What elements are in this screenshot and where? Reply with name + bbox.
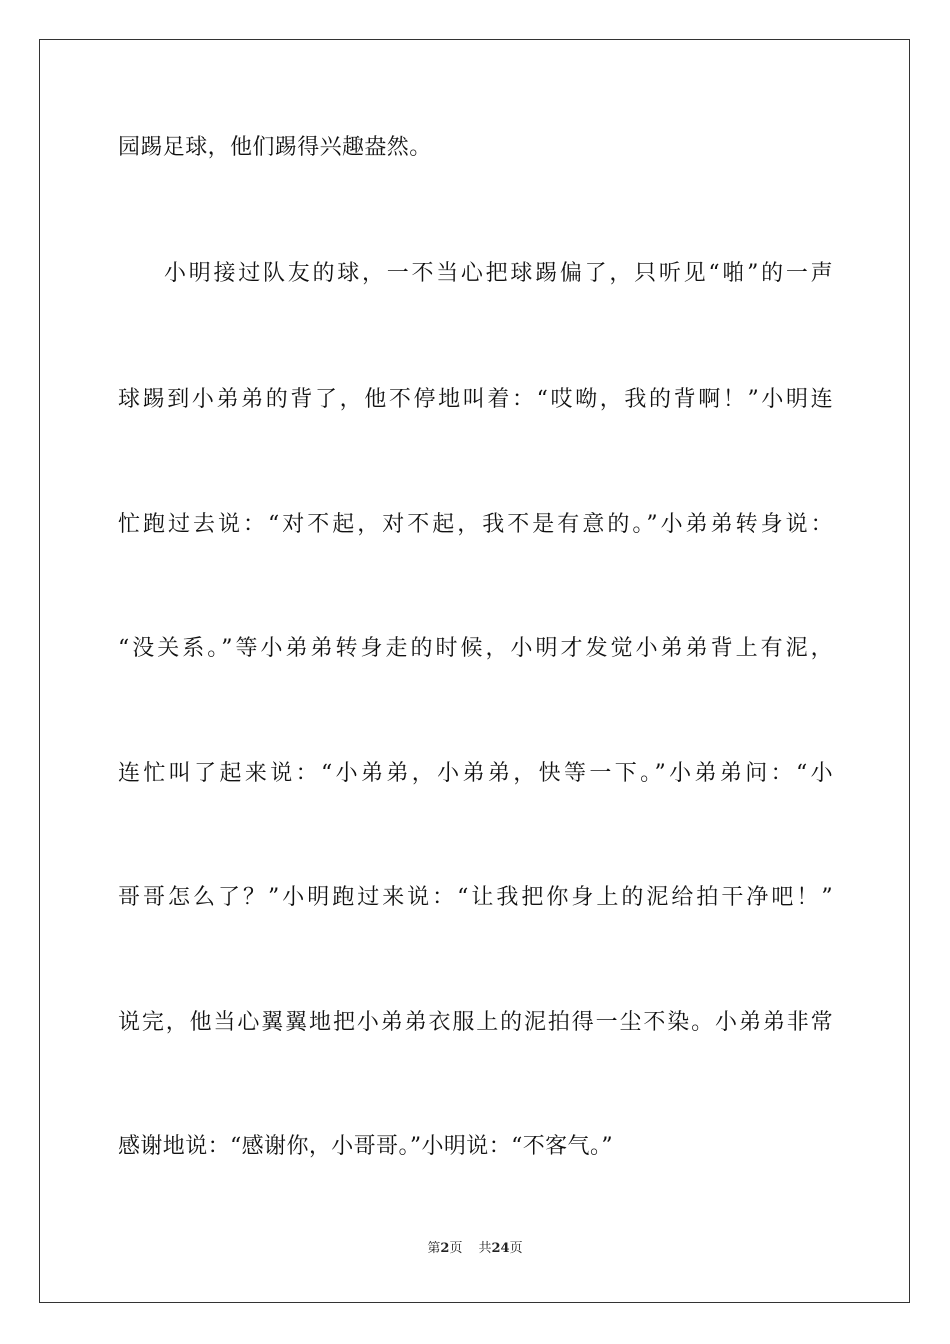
page-number: 2	[440, 1241, 450, 1256]
text-line-9: 感谢地说：“感谢你，小哥哥。”小明说：“不客气。”	[118, 1134, 613, 1159]
text-line-4: 忙跑过去说：“对不起，对不起，我不是有意的。”小弟弟转身说：	[118, 512, 833, 537]
text-line-6: 连忙叫了起来说：“小弟弟，小弟弟，快等一下。”小弟弟问：“小	[118, 761, 833, 786]
total-pages: 24	[491, 1241, 510, 1256]
page-border	[39, 39, 910, 1303]
page-prefix: 第	[427, 1241, 441, 1256]
text-line-1: 园踢足球，他们踢得兴趣盎然。	[118, 135, 432, 160]
page-footer	[0, 1240, 950, 1258]
text-line-5: “没关系。”等小弟弟转身走的时候，小明才发觉小弟弟背上有泥，	[118, 636, 833, 661]
text-line-7: 哥哥怎么了？”小明跑过来说：“让我把你身上的泥给拍干净吧！”	[118, 885, 833, 910]
total-prefix: 共	[478, 1241, 492, 1256]
text-line-3: 球踢到小弟弟的背了，他不停地叫着：“哎呦，我的背啊！”小明连	[118, 387, 833, 412]
page-suffix: 页	[449, 1241, 463, 1256]
total-suffix: 页	[509, 1241, 523, 1256]
text-line-2: 小明接过队友的球，一不当心把球踢偏了，只听见“啪”的一声	[164, 261, 833, 286]
text-line-8: 说完，他当心翼翼地把小弟弟衣服上的泥拍得一尘不染。小弟弟非常	[118, 1010, 833, 1035]
